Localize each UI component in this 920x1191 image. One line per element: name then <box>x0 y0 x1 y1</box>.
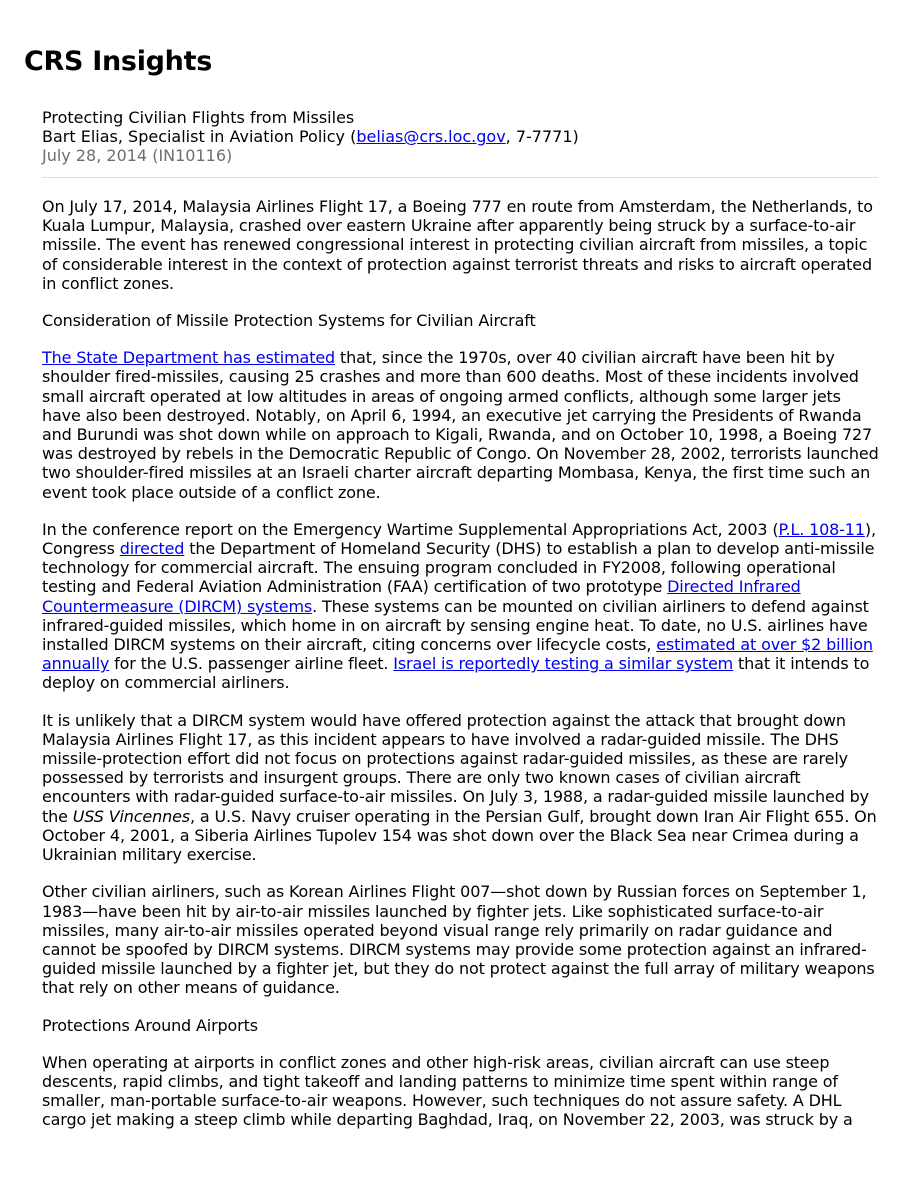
author-phone: , 7-7771) <box>505 127 579 146</box>
header-divider <box>42 177 878 178</box>
paragraph-text: In the conference report on the Emergency Wartime Supplemental Appropriations Act, 2003 ( <box>42 519 779 539</box>
directed-link[interactable]: directed <box>119 539 185 559</box>
paragraph-radar-guided <box>42 711 880 865</box>
paragraph-conference-report <box>42 520 880 693</box>
ship-name: USS Vincennes <box>72 806 190 826</box>
paragraph-text: , a U.S. Navy cruiser operating in the Persian Gulf, brought down Iran Air Flight 655. On October 4, 2001, a Siberia Airlines Tupolev 154 was shot down over the Black Sea near Crimea during a Ukrainian military exercise. <box>42 806 877 865</box>
paragraph-text: the Department of Homeland Security (DHS) to establish a plan to develop anti-missile technology for commercial aircraft. The ensuing program concluded in FY2008, following operational testing and Federal Aviation Administration (FAA) certification of two prototype <box>42 539 875 597</box>
article-date: July 28, 2014 (IN10116) <box>42 146 233 165</box>
paragraph-text: that, since the 1970s, over 40 civilian aircraft have been hit by shoulder fired-missiles, causing 25 crashes and more than 600 deaths. Most of these incidents involved small aircraft operated at low altitudes in areas of ongoing armed conflicts, although some larger jets have also been destroyed. Notably, on April 6, 1994, an executive jet carrying the Presidents of Rwanda and Burundi was shot down while on approach to Kigali, Rwanda, and on October 10, 1998, a Boeing 727 was destroyed by rebels in the Democratic Republic of Congo. On November 28, 2002, terrorists launched two shoulder-fired missiles at an Israeli charter aircraft departing Mombasa, Kenya, the first time such an event took place outside of a conflict zone. <box>42 348 879 502</box>
author-email-link[interactable]: belias@crs.loc.gov <box>356 127 506 146</box>
paragraph-text: that it intends to deploy on commercial airliners. <box>42 654 870 693</box>
author-line <box>42 127 878 146</box>
author-name: Bart Elias, Specialist in Aviation Policy ( <box>42 127 357 146</box>
state-department-link[interactable]: The State Department has estimated <box>42 348 336 368</box>
site-title: CRS Insights <box>24 46 212 77</box>
article-header <box>42 108 878 165</box>
paragraph-text: It is unlikely that a DIRCM system would have offered protection against the attack that brought down Malaysia Airlines Flight 17, as this incident appears to have involved a radar-guided missile. The DHS missile-protection effort did not focus on protections against radar-guided missiles, as these are rarely possessed by terrorists and insurgent groups. There are only two known cases of civilian aircraft encounters with radar-guided surface-to-air missiles. On July 3, 1988, a radar-guided missile launched by the <box>42 710 869 826</box>
paragraph-state-department <box>42 348 880 502</box>
pl-108-11-link[interactable]: P.L. 108-11 <box>778 519 865 539</box>
paragraph-intro: On July 17, 2014, Malaysia Airlines Flight 17, a Boeing 777 en route from Amsterdam, the Netherlands, to Kuala Lumpur, Malaysia, crashed over eastern Ukraine after apparently being struck by a surface-to-air missile. The event has renewed congressional interest in protecting civilian aircraft from missiles, a topic of considerable interest in the context of protection against terrorist threats and risks to aircraft operated in conflict zones. <box>42 197 873 293</box>
article-body <box>42 197 880 1148</box>
paragraph-airport-protections: When operating at airports in conflict zones and other high-risk areas, civilian aircraft can use steep descents, rapid climbs, and tight takeoff and landing patterns to minimize time spent within range of smaller, man-portable surface-to-air weapons. However, such techniques do not assure safety. A DHL cargo jet making a steep climb while departing Baghdad, Iraq, on November 22, 2003, was struck by a <box>42 1052 853 1130</box>
paragraph-text: for the U.S. passenger airline fleet. <box>109 654 394 674</box>
dircm-systems-link[interactable]: Directed Infrared Countermeasure (DIRCM) systems <box>42 577 801 616</box>
paragraph-text: ), Congress <box>42 519 876 559</box>
paragraph-air-to-air: Other civilian airliners, such as Korean Airlines Flight 007—shot down by Russian forces on September 1, 1983—have been hit by air-to-air missiles launched by fighter jets. Like sophisticated surface-to-air missiles, many air-to-air missiles operated beyond visual range rely primarily on radar guidance and cannot be spoofed by DIRCM systems. DIRCM systems may provide some protection against an infrared-guided missile launched by a fighter jet, but they do not protect against the full array of military weapons that rely on other means of guidance. <box>42 882 875 998</box>
paragraph-text: . These systems can be mounted on civilian airliners to defend against infrared-guided missiles, which home in on aircraft by sensing engine heat. To date, no U.S. airlines have installed DIRCM systems on their aircraft, citing concerns over lifecycle costs, <box>42 596 869 655</box>
section-heading-airports: Protections Around Airports <box>42 1015 258 1035</box>
article-title: Protecting Civilian Flights from Missiles <box>42 108 355 127</box>
section-heading-missile-protection: Consideration of Missile Protection Systems for Civilian Aircraft <box>42 311 536 331</box>
lifecycle-cost-link[interactable]: estimated at over $2 billion annually <box>42 635 873 674</box>
israel-testing-link[interactable]: Israel is reportedly testing a similar system <box>393 654 734 674</box>
